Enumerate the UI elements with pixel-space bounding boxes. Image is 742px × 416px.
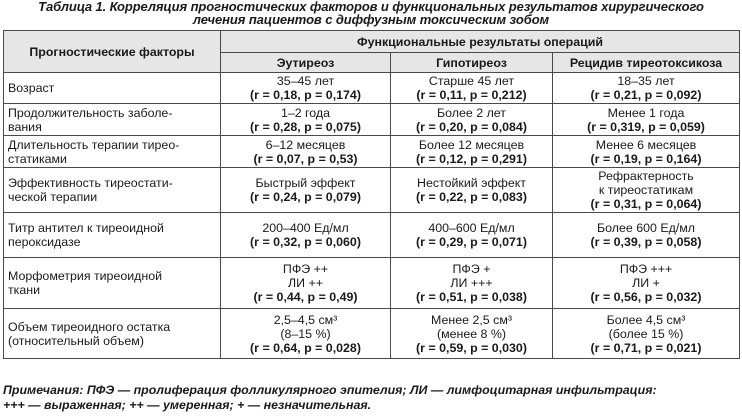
result-value: (менее 8 %) — [436, 326, 507, 341]
result-value: ПФЭ ++ — [282, 262, 329, 276]
result-value: Старше 45 лет — [428, 74, 515, 88]
result-cell — [391, 213, 553, 258]
caption-line-1: Таблица 1. Корреляция прогностических факторов и функциональных результатов хирургического — [38, 0, 704, 14]
correlation-stat: (r = 0,24, p = 0,079) — [250, 190, 361, 204]
correlation-stat: (r = 0,18, p = 0,174) — [250, 88, 361, 102]
factor-text: Эффективность тиреостати- — [8, 176, 173, 190]
result-value: ПФЭ +++ — [619, 262, 673, 276]
correlation-stat: (r = 0,56, p = 0,032) — [590, 290, 702, 304]
result-value: 400–600 Ед/мл — [428, 221, 515, 235]
header-hypothyroid: Гипотиреоз — [391, 53, 553, 73]
result-value: Менее 2,5 см³ — [431, 312, 512, 327]
table-caption — [0, 0, 742, 26]
notes-line-2: +++ — выраженная; ++ — умеренная; + — незначительная. — [3, 398, 372, 412]
correlation-stat: (r = 0,21, p = 0,092) — [590, 88, 702, 102]
factor-cell — [4, 104, 221, 136]
result-value: ЛИ + — [632, 276, 660, 290]
correlation-stat: (r = 0,11, p = 0,212) — [416, 88, 527, 102]
factor-cell — [4, 309, 221, 359]
result-value: 6–12 месяцев — [265, 137, 346, 152]
factor-cell — [4, 136, 221, 168]
table-row — [4, 136, 740, 168]
notes-line-1: Примечания: ПФЭ — пролиферация фолликулярного эпителия; ЛИ — лимфоцитарная инфильтрация: — [3, 383, 657, 397]
result-cell — [221, 213, 391, 258]
table-row — [4, 309, 740, 359]
factor-text: статиками — [8, 151, 67, 166]
result-cell — [553, 136, 740, 168]
result-cell — [553, 309, 740, 359]
correlation-stat: (r = 0,29, p = 0,071) — [416, 235, 527, 249]
correlation-stat: (r = 0,07, p = 0,53) — [253, 151, 358, 166]
caption-line-2: лечения пациентов с диффузным токсическим зобом — [192, 12, 550, 27]
result-value: (8–15 %) — [280, 326, 331, 341]
result-value: ЛИ +++ — [450, 276, 493, 290]
result-cell — [553, 168, 740, 213]
correlation-stat: (r = 0,31, p = 0,064) — [590, 197, 702, 211]
correlation-stat: (r = 0,319, p = 0,059) — [587, 119, 705, 134]
correlation-stat: (r = 0,22, p = 0,083) — [416, 190, 527, 204]
table-row — [4, 73, 740, 104]
header-factors: Прогностические факторы — [4, 31, 221, 73]
result-cell — [391, 104, 553, 136]
header-relapse: Рецидив тиреотоксикоза — [553, 53, 740, 73]
header-euthyroid: Эутиреоз — [221, 53, 391, 73]
factor-text: Морфометрия тиреоидной — [8, 269, 163, 283]
result-value: (более 15 %) — [608, 326, 684, 341]
result-cell — [391, 168, 553, 213]
factor-text: Длительность терапии тирео- — [8, 137, 180, 152]
result-cell — [391, 258, 553, 309]
result-cell — [553, 104, 740, 136]
result-value: ЛИ ++ — [288, 276, 323, 290]
correlation-stat: (r = 0,51, p = 0,038) — [416, 290, 527, 304]
table-row — [4, 168, 740, 213]
header-row — [4, 31, 740, 53]
factor-text: Объем тиреоидного остатка — [8, 319, 171, 334]
result-cell — [221, 104, 391, 136]
result-cell — [391, 136, 553, 168]
result-cell — [221, 73, 391, 104]
header-results-group: Функциональные результаты операций — [221, 31, 740, 53]
factor-cell — [4, 168, 221, 213]
result-value: 200–400 Ед/мл — [262, 221, 349, 235]
result-value: 2,5–4,5 см³ — [273, 312, 338, 327]
result-value: к тиреостатикам — [598, 183, 694, 197]
result-cell — [221, 258, 391, 309]
result-cell — [553, 213, 740, 258]
correlation-stat: (r = 0,39, p = 0,058) — [590, 235, 702, 249]
factor-text: Продолжительность заболе- — [8, 105, 173, 120]
table-notes — [3, 383, 739, 413]
result-cell — [221, 136, 391, 168]
factor-cell — [4, 213, 221, 258]
correlation-stat: (r = 0,59, p = 0,030) — [416, 340, 527, 355]
result-value: Более 4,5 см³ — [606, 312, 686, 327]
result-cell — [553, 73, 740, 104]
result-value: ПФЭ + — [452, 262, 491, 276]
factor-text: вания — [8, 119, 42, 134]
correlation-stat: (r = 0,28, p = 0,075) — [250, 119, 361, 134]
factor-text: ческой терапии — [8, 190, 98, 204]
factor-text: Возраст — [8, 81, 55, 95]
correlation-stat: (r = 0,32, p = 0,060) — [250, 235, 361, 249]
table-row — [4, 258, 740, 309]
correlation-stat: (r = 0,20, p = 0,084) — [416, 119, 527, 134]
result-cell — [391, 309, 553, 359]
factor-text: (относительный объем) — [8, 333, 144, 348]
result-cell — [391, 73, 553, 104]
result-value: 1–2 года — [280, 105, 331, 120]
correlation-stat: (r = 0,44, p = 0,49) — [253, 290, 358, 304]
result-value: 18–35 лет — [617, 74, 675, 88]
correlation-stat: (r = 0,12, p = 0,291) — [416, 151, 527, 166]
correlation-stat: (r = 0,64, p = 0,028) — [250, 340, 361, 355]
result-value: Менее 1 года — [607, 105, 685, 120]
result-value: Быстрый эффект — [255, 176, 356, 190]
correlation-table — [3, 30, 740, 359]
result-cell — [221, 168, 391, 213]
result-cell — [553, 258, 740, 309]
result-value: Более 2 лет — [437, 105, 506, 120]
factor-text: ткани — [8, 283, 41, 297]
factor-cell — [4, 73, 221, 104]
result-value: Нестойкий эффект — [417, 176, 526, 190]
result-value: Рефрактерность — [598, 169, 694, 183]
factor-text: пероксидазе — [8, 235, 81, 249]
table-row — [4, 213, 740, 258]
result-value: 35–45 лет — [276, 74, 335, 88]
result-cell — [221, 309, 391, 359]
factor-cell — [4, 258, 221, 309]
table-row — [4, 104, 740, 136]
factor-text: Титр антител к тиреоидной — [8, 221, 164, 235]
result-value: Более 12 месяцев — [418, 137, 525, 152]
correlation-stat: (r = 0,19, p = 0,164) — [590, 151, 702, 166]
result-value: Менее 6 месяцев — [595, 137, 697, 152]
correlation-stat: (r = 0,71, p = 0,021) — [590, 340, 702, 355]
result-value: Более 600 Ед/мл — [597, 221, 696, 235]
